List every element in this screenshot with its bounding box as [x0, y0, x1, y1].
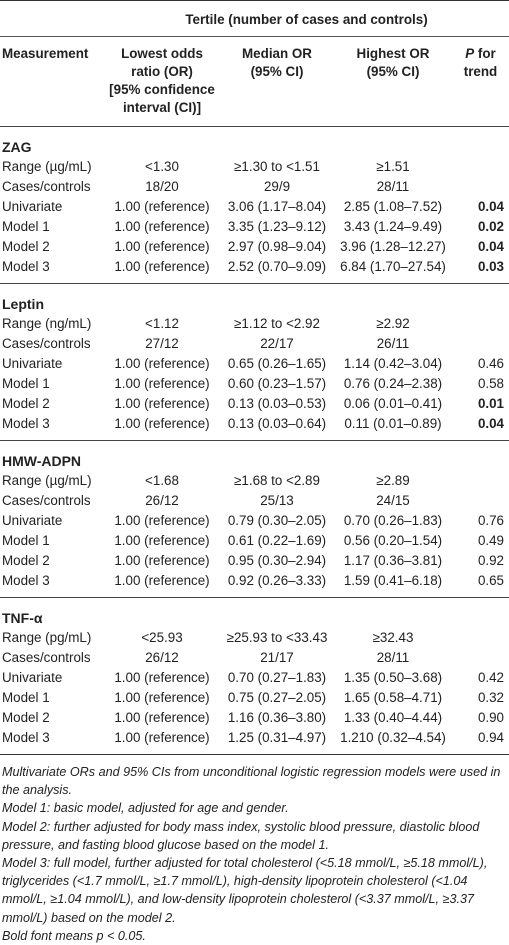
- median-or-cell: 0.79 (0.30–2.05): [227, 513, 327, 528]
- lowest-or-cell: <25.93: [141, 630, 183, 645]
- table-row: [0, 354, 509, 374]
- highest-or-cell: 1.59 (0.41–6.18): [343, 573, 443, 588]
- section-title: ZAG: [2, 139, 32, 155]
- p-trend-cell: 0.02: [477, 219, 504, 234]
- lowest-or-cell: 1.00 (reference): [114, 396, 210, 411]
- lowest-or-cell: 1.00 (reference): [114, 239, 210, 254]
- median-or-cell: 25/13: [260, 493, 294, 508]
- median-or-cell: 0.13 (0.03–0.64): [227, 416, 327, 431]
- highest-or-cell: 28/11: [376, 650, 410, 665]
- p-trend-header-line: trend: [463, 64, 498, 79]
- row-label: Range (ng/mL): [2, 316, 92, 331]
- lowest-or-cell: 1.00 (reference): [114, 219, 210, 234]
- highest-or-cell: 3.43 (1.24–9.49): [343, 219, 443, 234]
- p-for-trend-column-header: [452, 37, 509, 127]
- row-label: Univariate: [2, 513, 63, 528]
- table-row: [0, 177, 509, 197]
- row-label: Model 3: [2, 259, 50, 274]
- median-or-cell: 0.60 (0.23–1.57): [227, 376, 327, 391]
- section-title-row: [0, 127, 509, 157]
- median-or-cell: 1.16 (0.36–3.80): [227, 710, 327, 725]
- table-row: [0, 374, 509, 394]
- p-trend-cell: [452, 177, 509, 197]
- lowest-or-cell: 18/20: [145, 179, 179, 194]
- highest-or-cell: 1.17 (0.36–3.81): [343, 553, 443, 568]
- median-or-cell: 2.97 (0.98–9.04): [227, 239, 327, 254]
- table-row: [0, 648, 509, 668]
- row-label: Model 1: [2, 376, 50, 391]
- p-trend-cell: 0.32: [477, 690, 504, 705]
- table-row: [0, 237, 509, 257]
- p-trend-cell: 0.92: [477, 553, 504, 568]
- footnote: Bold font means p < 0.05.: [2, 928, 146, 943]
- table-row: [0, 257, 509, 277]
- p-trend-cell: 0.58: [477, 376, 504, 391]
- section-title-row: [0, 598, 509, 628]
- lowest-or-cell: <1.68: [145, 473, 179, 488]
- row-label: Model 3: [2, 730, 50, 745]
- median-or-cell: 0.95 (0.30–2.94): [227, 553, 327, 568]
- lowest-or-cell: 1.00 (reference): [114, 730, 210, 745]
- table-row: [0, 728, 509, 748]
- highest-or-header-line: Highest OR: [356, 46, 430, 61]
- row-label: Range (µg/mL): [2, 159, 92, 174]
- table-footnotes: [0, 763, 509, 945]
- row-label: Model 2: [2, 239, 50, 254]
- row-label: Range (pg/mL): [2, 630, 92, 645]
- table-row: [0, 217, 509, 237]
- measurement-column-header: Measurement: [2, 46, 89, 61]
- median-or-cell: 0.13 (0.03–0.53): [227, 396, 327, 411]
- table-row: [0, 414, 509, 434]
- p-for-text: for: [474, 46, 496, 61]
- row-label: Model 2: [2, 710, 50, 725]
- median-or-cell: 2.52 (0.70–9.09): [227, 259, 327, 274]
- median-or-cell: 0.70 (0.27–1.83): [227, 670, 327, 685]
- highest-or-cell: 1.14 (0.42–3.04): [343, 356, 443, 371]
- lowest-or-header-line: ratio (OR): [131, 64, 193, 79]
- table-row: [0, 471, 509, 491]
- highest-or-column-header: [334, 37, 452, 127]
- lowest-or-header-line: Lowest odds: [121, 46, 203, 61]
- row-label: Model 1: [2, 533, 50, 548]
- lowest-or-cell: 1.00 (reference): [114, 553, 210, 568]
- tertile-span-header: Tertile (number of cases and controls): [185, 12, 428, 27]
- p-trend-cell: 0.65: [477, 573, 504, 588]
- highest-or-cell: 1.35 (0.50–3.68): [343, 670, 443, 685]
- footnote: Multivariate ORs and 95% CIs from unconditional logistic regression models were used in the analysis.: [2, 765, 501, 798]
- p-trend-cell: 0.76: [477, 513, 504, 528]
- row-label: Univariate: [2, 670, 63, 685]
- row-label: Model 1: [2, 690, 50, 705]
- section-title-row: [0, 284, 509, 314]
- median-or-cell: 3.35 (1.23–9.12): [227, 219, 327, 234]
- median-or-header-line: Median OR: [242, 46, 312, 61]
- lowest-or-cell: 1.00 (reference): [114, 690, 210, 705]
- table-row: [0, 197, 509, 217]
- p-trend-cell: 0.01: [477, 396, 504, 411]
- highest-or-header-line: (95% CI): [366, 64, 420, 79]
- lowest-or-column-header: [104, 37, 220, 127]
- p-trend-cell: [452, 314, 509, 334]
- table-row: [0, 394, 509, 414]
- highest-or-cell: 28/11: [376, 179, 410, 194]
- median-or-cell: 29/9: [263, 179, 291, 194]
- lowest-or-cell: 1.00 (reference): [114, 533, 210, 548]
- table-row: [0, 314, 509, 334]
- p-trend-cell: [452, 628, 509, 648]
- table-row: [0, 571, 509, 591]
- lowest-or-cell: <1.30: [145, 159, 179, 174]
- section-title: Leptin: [2, 296, 44, 312]
- median-or-cell: 1.25 (0.31–4.97): [227, 730, 327, 745]
- p-trend-cell: 0.04: [477, 239, 504, 254]
- p-trend-cell: [452, 157, 509, 177]
- p-trend-cell: 0.03: [477, 259, 504, 274]
- median-or-cell: 0.65 (0.26–1.65): [227, 356, 327, 371]
- footnote: Model 1: basic model, adjusted for age and gender.: [2, 801, 289, 816]
- lowest-or-cell: 26/12: [145, 493, 179, 508]
- row-label: Model 2: [2, 553, 50, 568]
- row-label: Range (µg/mL): [2, 473, 92, 488]
- p-trend-cell: [452, 334, 509, 354]
- row-label: Cases/controls: [2, 336, 91, 351]
- table-row: [0, 511, 509, 531]
- lowest-or-cell: 1.00 (reference): [114, 376, 210, 391]
- highest-or-cell: ≥32.43: [372, 630, 414, 645]
- lowest-or-header-line: [95% confidence: [109, 82, 215, 97]
- table-row: [0, 708, 509, 728]
- p-trend-cell: 0.46: [477, 356, 504, 371]
- median-or-cell: ≥1.12 to <2.92: [234, 316, 320, 331]
- highest-or-cell: ≥2.89: [376, 473, 410, 488]
- p-trend-cell: [452, 471, 509, 491]
- highest-or-cell: 2.85 (1.08–7.52): [343, 199, 443, 214]
- section-title-row: [0, 441, 509, 471]
- row-label: Model 1: [2, 219, 50, 234]
- p-trend-cell: 0.94: [477, 730, 504, 745]
- highest-or-cell: 26/11: [376, 336, 410, 351]
- table-row: [0, 628, 509, 648]
- median-or-cell: 0.75 (0.27–2.05): [227, 690, 327, 705]
- median-or-cell: ≥25.93 to <33.43: [226, 630, 328, 645]
- highest-or-cell: 24/15: [376, 493, 410, 508]
- median-or-cell: 0.92 (0.26–3.33): [227, 573, 327, 588]
- highest-or-cell: 6.84 (1.70–27.54): [340, 259, 446, 274]
- section-title: HMW-ADPN: [2, 453, 82, 469]
- p-trend-cell: 0.04: [477, 199, 504, 214]
- footnote: Model 2: further adjusted for body mass index, systolic blood pressure, diastolic blood pressure, and fasting blood glucose based on the model 1.: [2, 819, 480, 852]
- p-symbol: P: [465, 46, 475, 61]
- table-row: [0, 551, 509, 571]
- median-or-cell: 22/17: [260, 336, 294, 351]
- lowest-or-cell: 1.00 (reference): [114, 573, 210, 588]
- row-label: Univariate: [2, 356, 63, 371]
- lowest-or-cell: 1.00 (reference): [114, 356, 210, 371]
- lowest-or-cell: 1.00 (reference): [114, 710, 210, 725]
- highest-or-cell: 0.06 (0.01–0.41): [343, 396, 443, 411]
- median-or-cell: ≥1.68 to <2.89: [234, 473, 320, 488]
- lowest-or-cell: <1.12: [145, 316, 179, 331]
- highest-or-cell: 0.70 (0.26–1.83): [343, 513, 443, 528]
- median-or-cell: 3.06 (1.17–8.04): [227, 199, 327, 214]
- row-label: Model 2: [2, 396, 50, 411]
- table-row: [0, 491, 509, 511]
- highest-or-cell: 1.65 (0.58–4.71): [343, 690, 443, 705]
- table-row: [0, 668, 509, 688]
- highest-or-cell: ≥1.51: [376, 159, 410, 174]
- highest-or-cell: 1.210 (0.32–4.54): [340, 730, 446, 745]
- median-or-column-header: [220, 37, 334, 127]
- median-or-cell: 21/17: [260, 650, 294, 665]
- row-label: Model 3: [2, 573, 50, 588]
- lowest-or-cell: 1.00 (reference): [114, 670, 210, 685]
- table-row: [0, 531, 509, 551]
- p-trend-cell: 0.49: [477, 533, 504, 548]
- footnote: Model 3: full model, further adjusted for total cholesterol (<5.18 mmol/L, ≥5.18 mmol/L), triglycerides (<1.7 mmol/L, ≥1.7 mmol/L), high-density lipoprotein cholesterol (<1.04 mmol/L, ≥1.04 mmol/L), and low-density lipoprotein cholesterol (<3.37 mmol/L, ≥3.37 mmol/L) based on the model 2.: [2, 856, 488, 925]
- p-trend-cell: [452, 491, 509, 511]
- median-or-header-line: (95% CI): [250, 64, 304, 79]
- section-title: TNF-α: [2, 610, 43, 626]
- p-trend-header-line: [452, 45, 509, 63]
- row-label: Cases/controls: [2, 179, 91, 194]
- row-label: Cases/controls: [2, 493, 91, 508]
- highest-or-cell: 0.76 (0.24–2.38): [343, 376, 443, 391]
- lowest-or-cell: 27/12: [145, 336, 179, 351]
- table-row: [0, 334, 509, 354]
- p-trend-cell: 0.42: [477, 670, 504, 685]
- lowest-or-cell: 26/12: [145, 650, 179, 665]
- lowest-or-cell: 1.00 (reference): [114, 199, 210, 214]
- lowest-or-cell: 1.00 (reference): [114, 259, 210, 274]
- lowest-or-header-line: interval (CI)]: [122, 100, 202, 115]
- p-trend-cell: 0.90: [477, 710, 504, 725]
- p-trend-cell: [452, 648, 509, 668]
- highest-or-cell: 0.11 (0.01–0.89): [344, 416, 442, 431]
- p-trend-cell: 0.04: [477, 416, 504, 431]
- row-label: Cases/controls: [2, 650, 91, 665]
- lowest-or-cell: 1.00 (reference): [114, 513, 210, 528]
- row-label: Model 3: [2, 416, 50, 431]
- table-row: [0, 688, 509, 708]
- median-or-cell: 0.61 (0.22–1.69): [227, 533, 327, 548]
- highest-or-cell: 1.33 (0.40–4.44): [343, 710, 443, 725]
- highest-or-cell: 0.56 (0.20–1.54): [343, 533, 443, 548]
- lowest-or-cell: 1.00 (reference): [114, 416, 210, 431]
- row-label: Univariate: [2, 199, 63, 214]
- table-row: [0, 157, 509, 177]
- highest-or-cell: 3.96 (1.28–12.27): [340, 239, 446, 254]
- highest-or-cell: ≥2.92: [376, 316, 410, 331]
- median-or-cell: ≥1.30 to <1.51: [234, 159, 320, 174]
